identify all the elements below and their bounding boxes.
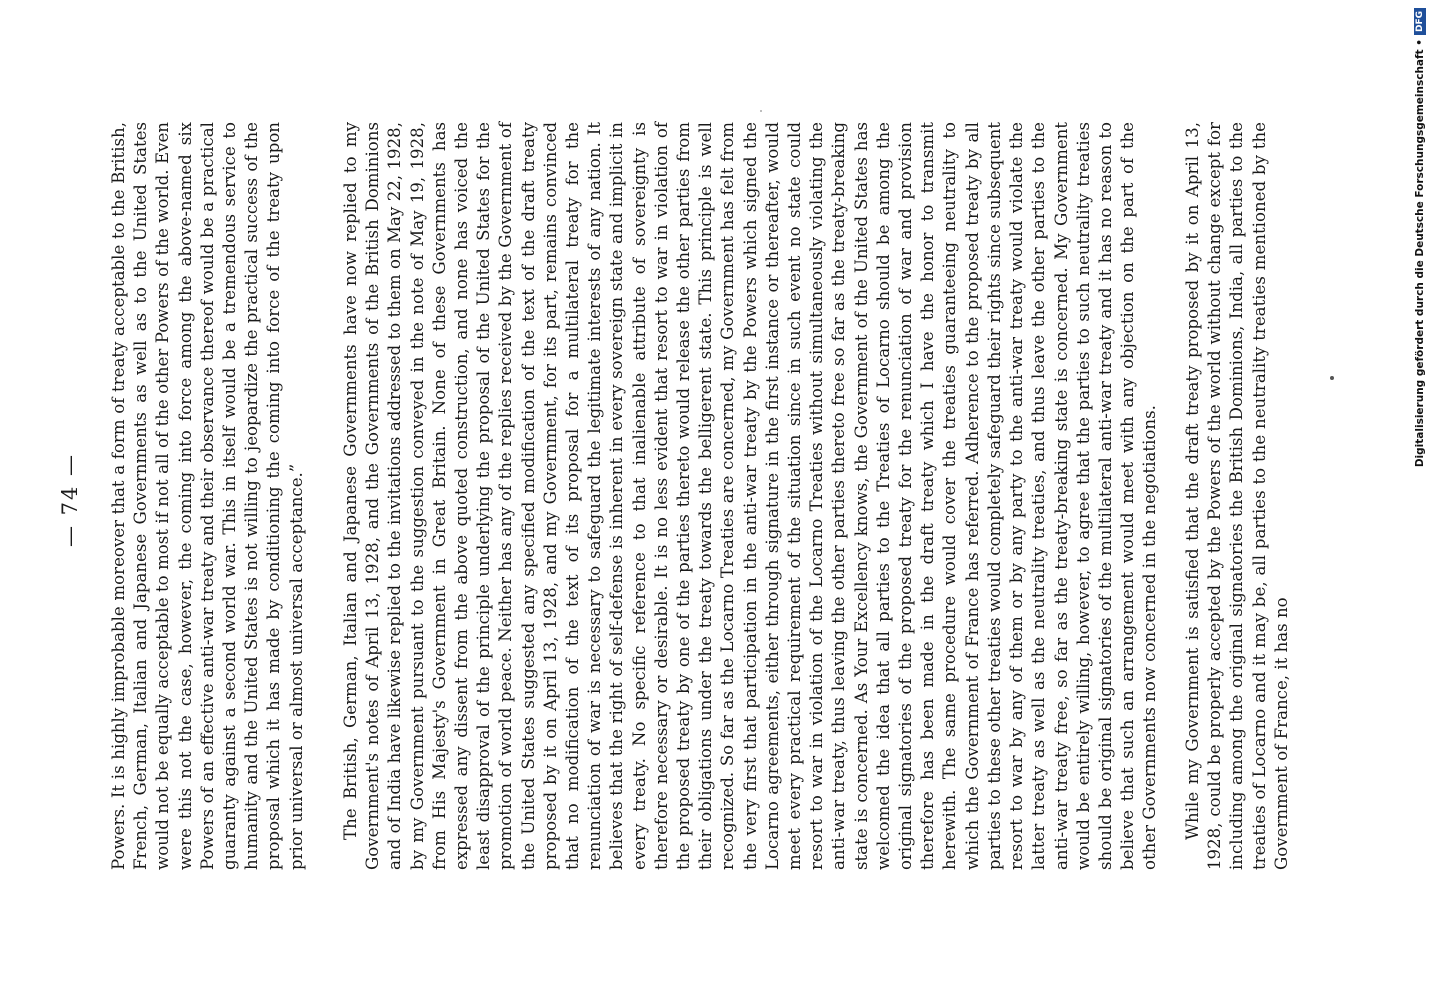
paragraph-powers-text: Powers. It is highly improbable moreover that a form of treaty acceptable to the British, French, German, Italian and Japanese Governments as well as to the United States would not be equally acceptable to most if not all of the other Powers of the world. Even were this not the case, however, the coming into force among the above-named six Powers of an effective anti-war treaty and their observance thereof would be a practical guaranty against a second world war. This in itself would be a tremendous service to humanity and the United States is not willing to jeopardize the practical success of the proposal which it has made by conditioning the coming into force of the treaty upon prior universal or almost universal acceptance.” (109, 122, 306, 870)
digitization-credit (1408, 8, 1432, 468)
scan-speck (1330, 376, 1334, 380)
scan-speck (760, 110, 762, 112)
paragraph-powers (108, 122, 308, 870)
paragraph-while-my-government (1182, 122, 1293, 870)
dfg-logo: DFG (1414, 8, 1426, 35)
page-number: — 74 — (58, 452, 82, 548)
paragraph-british-governments-text: The British, German, Italian and Japanese Governments have now replied to my Government's notes of April 13, 1928, and the Governments of the British Dominions and of India have likewise replied to the invitations addressed to them on May 22, 1928, by my Government pursuant to the suggestion conveyed in the note of May 19, 1928, from His Majesty's Government in Great Britain. None of these Governments has expressed any dissent from the above quoted construction, and none has voiced the least disapproval of the principle underlying the proposal of the United States for the promotion of world peace. Neither has any of the replies received by the Government of the United States suggested any specified modification of the text of the draft treaty proposed by it on April 13, 1928, and my Government, for its part, remains convinced that no modification of the text of its proposal for a multilateral treaty for the renunciation of war is necessary to safeguard the legitimate interests of any nation. It believes that the right of self-defense is inherent in every sovereign state and implicit in every treaty. No specific reference to that inalienable attribute of sovereignty is therefore necessary or desirable. It is no less evident that resort to war in violation of the proposed treaty by one of the parties thereto would release the other parties from their obligations under the treaty towards the belligerent state. This principle is well recognized. So far as the Locarno Treaties are concerned, my Government has felt from the very first that participation in the anti-war treaty by the Powers which signed the Locarno agreements, either through signature in the first instance or thereafter, would meet every practical requirement of the situation since in such event no state could resort to war in violation of the Locarno Treaties without simultaneously violating the anti-war treaty, thus leaving the other parties thereto free so far as the treaty-breaking state is concerned. As Your Excellency knows, the Government of the United States has welcomed the idea that all parties to the Treaties of Locarno should be among the original signatories of the proposed treaty for the renunciation of war and provision therefore has been made in the draft treaty which I have the honor to transmit herewith. The same procedure would cover the treaties guaranteeing neutrality to which the Government of France has referred. Adherence to the proposed treaty by all parties to these other treaties would completely safeguard their rights since subsequent resort to war by any of them or by any party to the anti-war treaty would violate the latter treaty as well as the neutrality treaties, and thus leave the other parties to the anti-war treaty free, so far as the treaty-breaking state is concerned. My Government would be entirely willing, however, to agree that the parties to such neutrality treaties should be original signatories of the multilateral anti-war treaty and it has no reason to believe that such an arrangement would meet with any objection on the part of the other Governments now concerned in the negotiations. (341, 122, 1160, 870)
digitization-credit-text: Digitalisierung gefördert durch die Deutsche Forschungsgemeinschaft • (1414, 39, 1426, 468)
paragraph-british-governments (340, 122, 1162, 870)
paragraph-while-my-government-text: While my Government is satisfied that the draft treaty proposed by it on April 13, 1928, could be properly accepted by the Powers of the world without change except for including among the original signatories the British Dominions, India, all parties to the treaties of Locarno and it may be, all parties to the neutrality treaties mentioned by the Government of France, it has no (1183, 122, 1291, 870)
